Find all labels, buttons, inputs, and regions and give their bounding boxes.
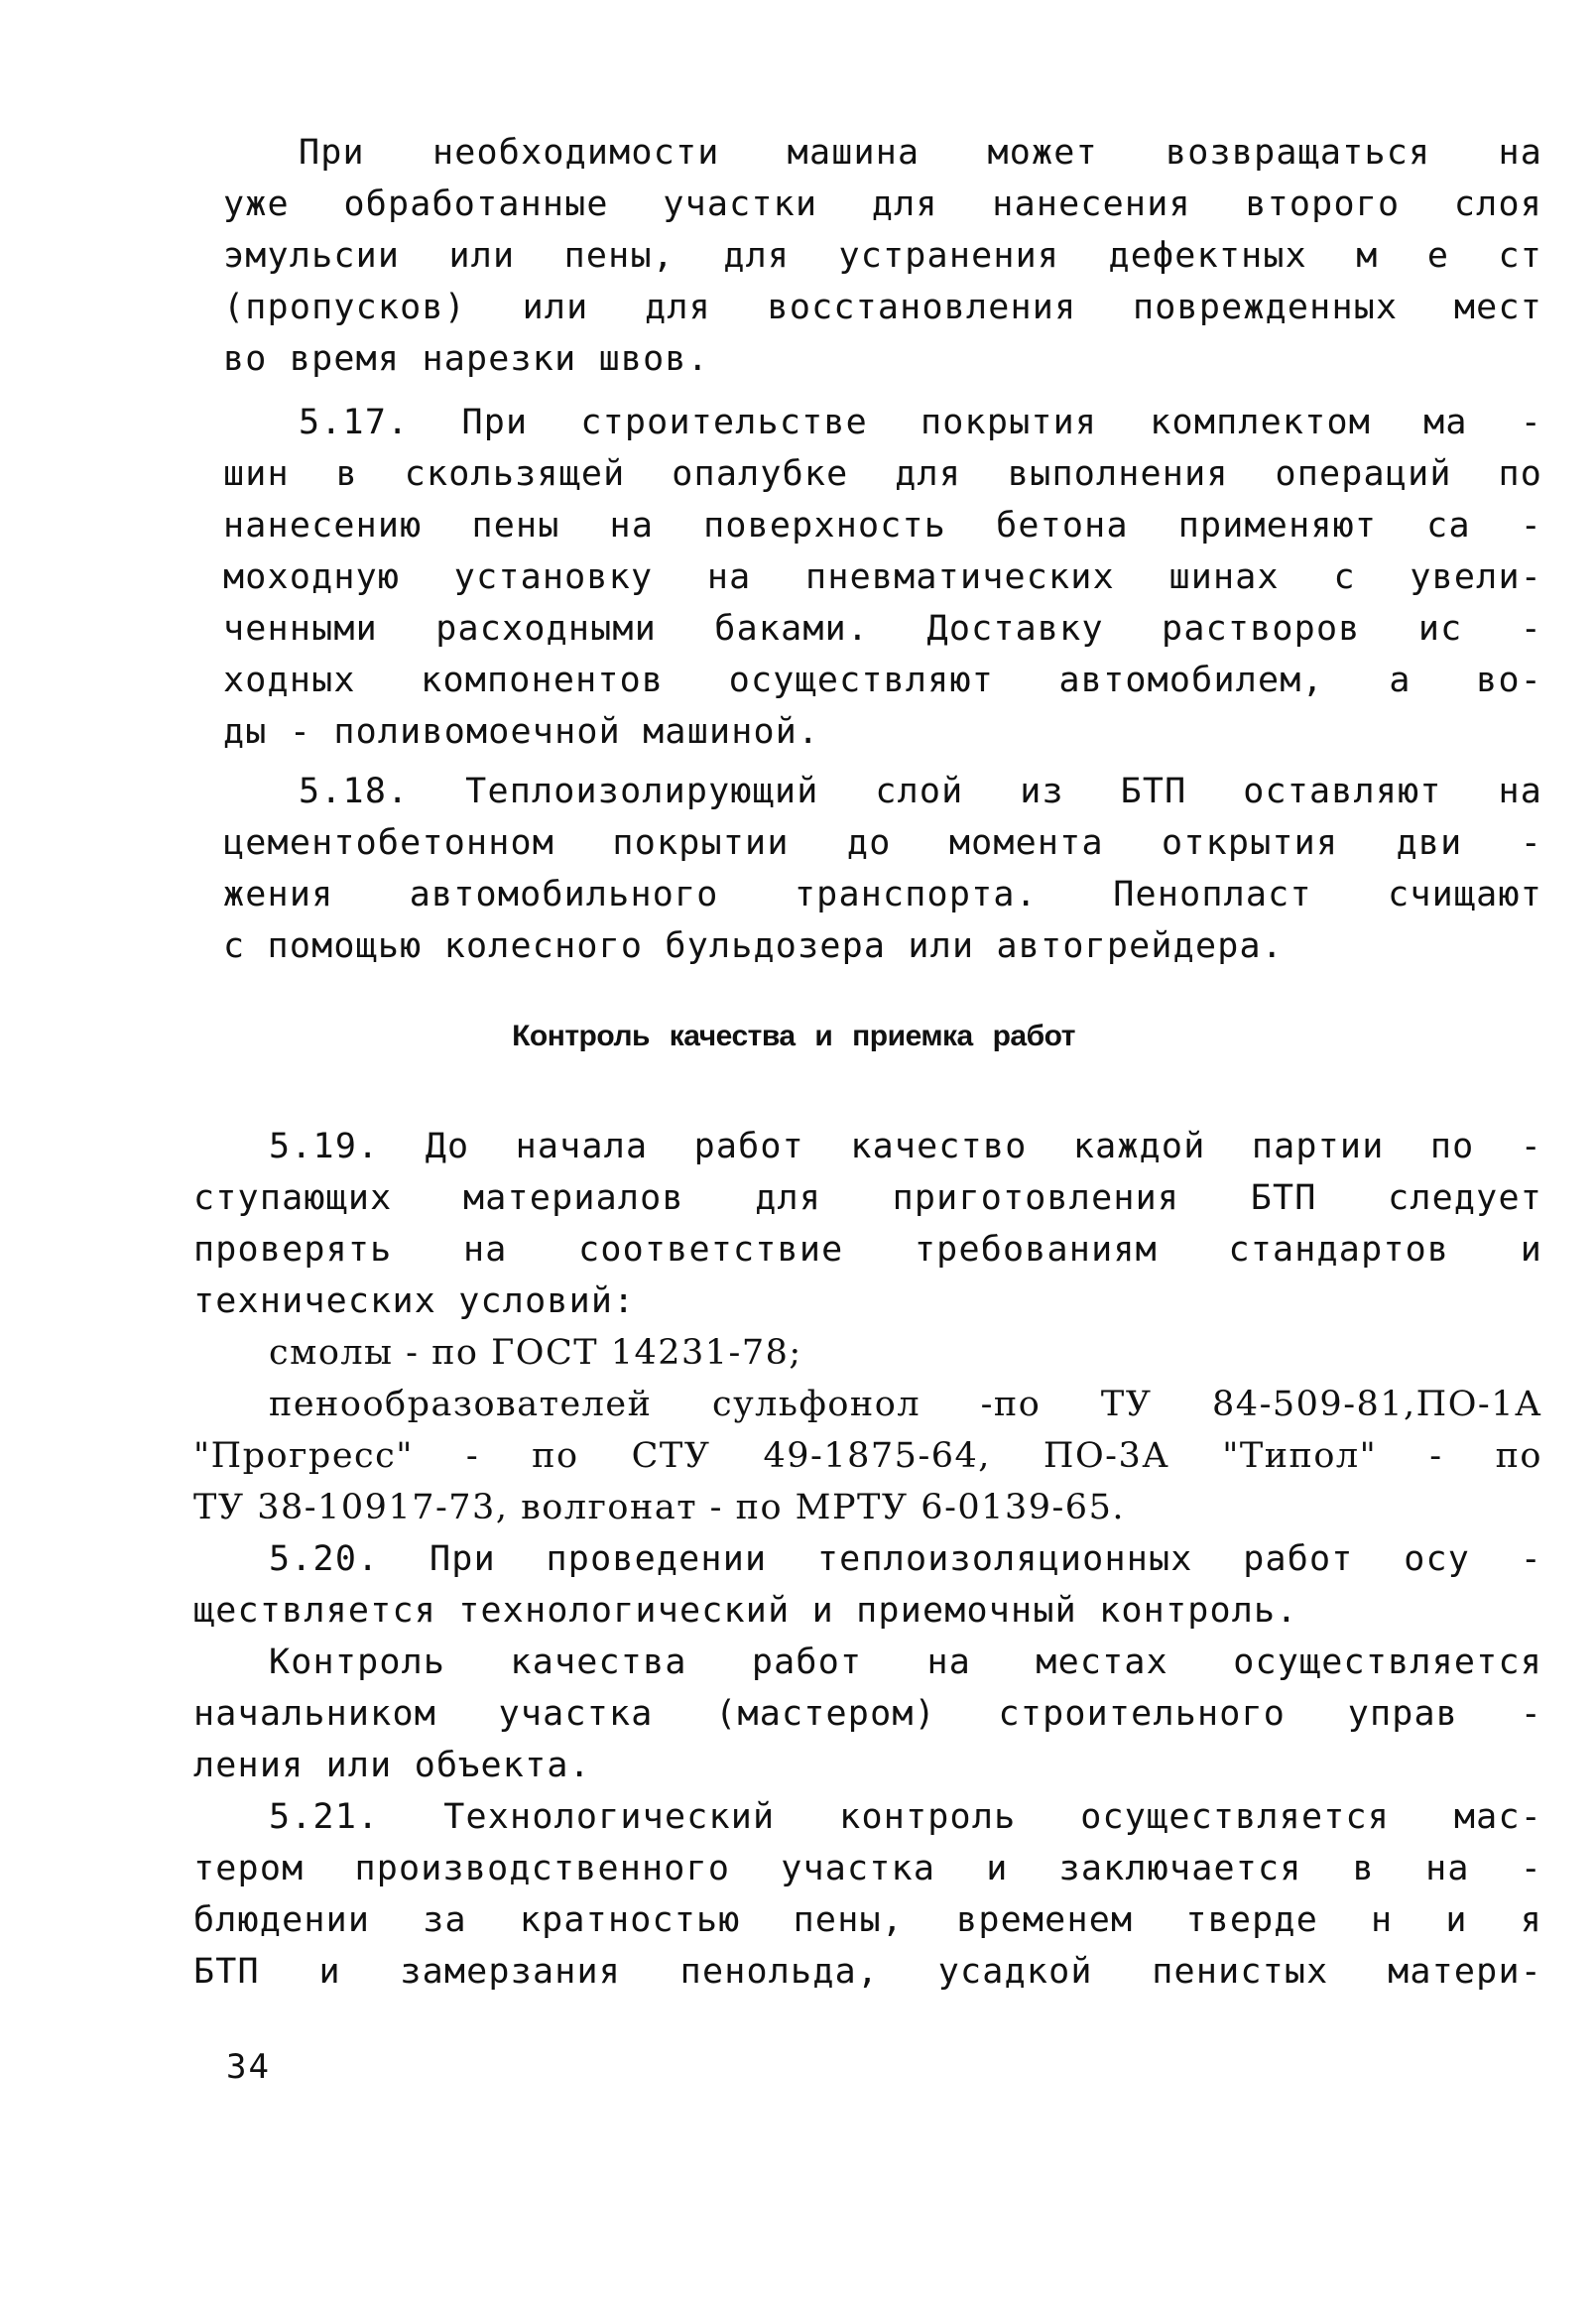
paragraph-5-21 [193, 1791, 1542, 1998]
text-line: 5.17. При строительстве покрытия комплектом ма - [299, 403, 1542, 442]
text-line: моходную установку на пневматических шинах с увели- [223, 557, 1542, 597]
text-line: смолы - по ГОСТ 14231-78; [269, 1333, 802, 1373]
text-line: пенообразователей сульфонол -по ТУ 84-509-81,ПО-1А [269, 1385, 1542, 1424]
text-line: ступающих материалов для приготовления БТП следует [193, 1178, 1542, 1218]
text-line: ходных компонентов осуществляют автомобилем, а во- [223, 661, 1542, 700]
paragraph-5-18 [223, 766, 1542, 972]
text-line: "Прогресс" - по СТУ 49-1875-64, ПО-3А "Типол" - по [193, 1436, 1542, 1476]
text-line: начальником участка (мастером) строительного управ - [193, 1694, 1542, 1734]
page-number: 34 [226, 2047, 271, 2087]
paragraph-5-19 [193, 1121, 1542, 1327]
text-line: БТП и замерзания пенольда, усадкой пенистых матери- [193, 1952, 1542, 1992]
text-line: тером производственного участка и заключается в на - [193, 1849, 1542, 1888]
text-line: шин в скользящей опалубке для выполнения операций по [223, 454, 1542, 494]
text-line: 5.19. До начала работ качество каждой партии по - [269, 1127, 1542, 1166]
text-line: ТУ 38-10917-73, волгонат - по МРТУ 6-0139-65. [193, 1488, 1125, 1527]
text-line: проверять на соответствие требованиям стандартов и [193, 1230, 1542, 1270]
text-line: ществляется технологический и приемочный контроль. [193, 1591, 1298, 1631]
text-line: ченными расходными баками. Доставку растворов ис - [223, 609, 1542, 649]
paragraph-5-20 [193, 1533, 1542, 1637]
text-line: блюдении за кратностью пены, временем тверде н и я [193, 1900, 1542, 1940]
paragraph-quality-control [193, 1637, 1542, 1791]
text-line: 5.18. Теплоизолирующий слой из БТП оставляют на [299, 772, 1542, 811]
text-line: 5.21. Технологический контроль осуществляется мас- [269, 1797, 1542, 1837]
list-item-foaming-agents [193, 1379, 1542, 1533]
text-line: жения автомобильного транспорта. Пенопласт счищают [223, 875, 1542, 914]
text-line: цементобетонном покрытии до момента открытия дви - [223, 823, 1542, 863]
text-line: ления или объекта. [193, 1746, 591, 1785]
text-line: 5.20. При проведении теплоизоляционных работ осу - [269, 1539, 1542, 1579]
text-line: технических условий: [193, 1281, 636, 1321]
text-line: эмульсии или пены, для устранения дефектных м е ст [223, 236, 1542, 276]
paragraph-5-17 [223, 397, 1542, 758]
paragraph-return-passes [223, 127, 1542, 385]
text-line: нанесению пены на поверхность бетона применяют са - [223, 506, 1542, 546]
text-line: ды - поливомоечной машиной. [223, 712, 820, 752]
text-line: во время нарезки швов. [223, 339, 709, 379]
list-item-resins [193, 1327, 1542, 1379]
text-line: При необходимости машина может возвращаться на [299, 133, 1542, 173]
text-line: Контроль качества работ на местах осуществляется [269, 1642, 1542, 1682]
text-line: (пропусков) или для восстановления поврежденных мест [223, 288, 1542, 327]
text-line: с помощью колесного бульдозера или автогрейдера. [223, 926, 1285, 966]
section-heading: Контроль качества и приемка работ [512, 1020, 1075, 1052]
text-line: уже обработанные участки для нанесения второго слоя [223, 184, 1542, 224]
